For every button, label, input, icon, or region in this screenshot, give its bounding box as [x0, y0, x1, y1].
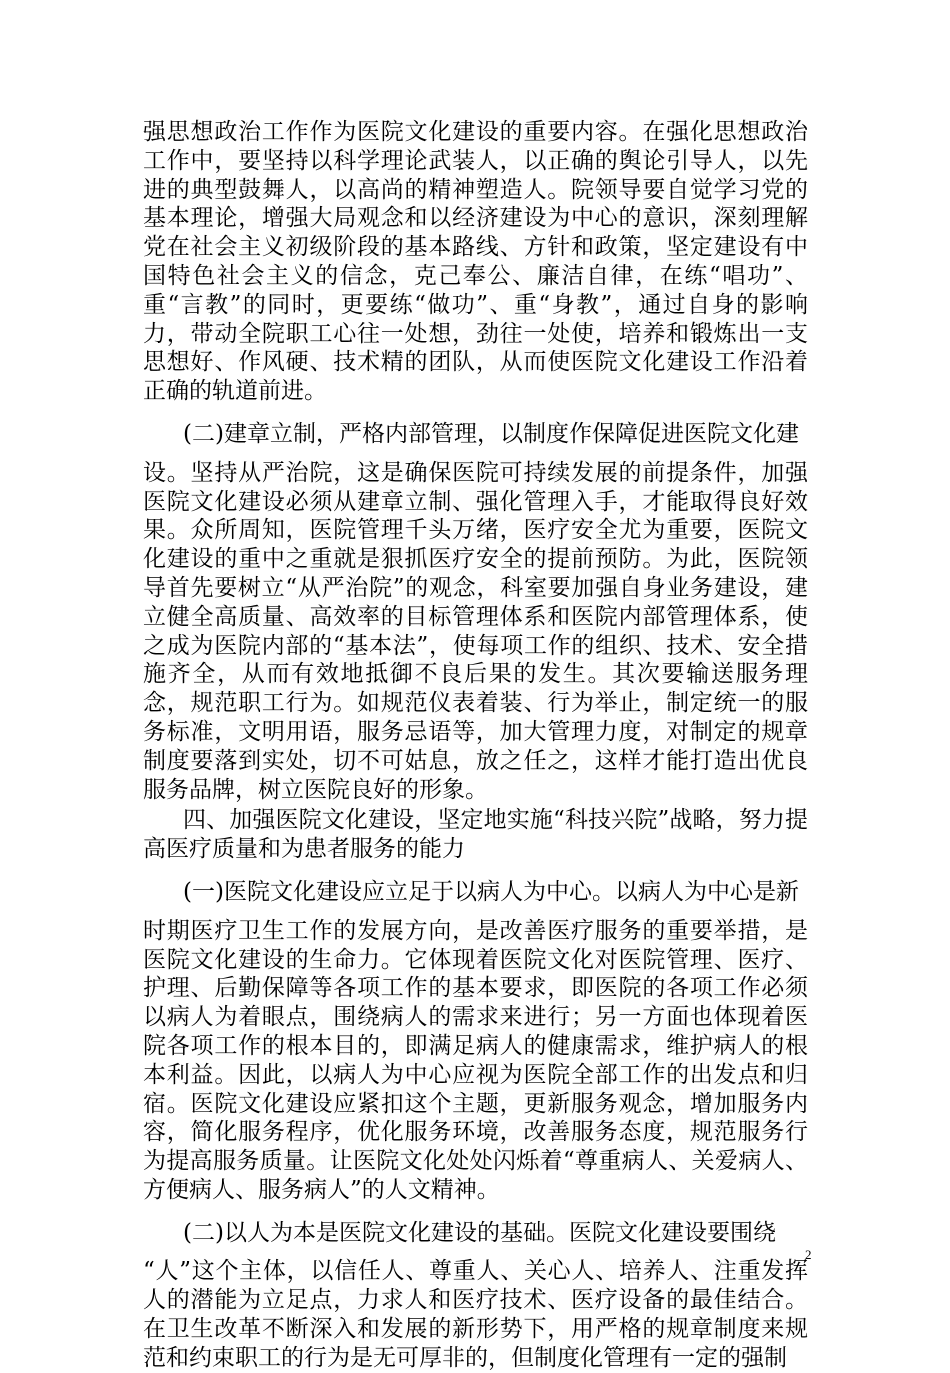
paragraph-patient-centered: 时期医疗卫生工作的发展方向，是改善医疗服务的重要举措，是医院文化建设的生命力。它体现着医院文化对医院管理、医疗、护理、后勤保障等各项工作的基本要求，即医院的各项工作必须以病人为着眼点，围绕病人的需求来进行；另一方面也体现着医院各项工作的根本目的，即满足病人的健康需求，维护病人的根本利益。因此，以病人为中心应视为医院全部工作的出发点和归宿。医院文化建设应紧扣这个主题，更新服务观念，增加服务内容，简化服务程序，优化服务环境，改善服务态度，规范服务行为提高服务质量。让医院文化处处闪烁着“尊重病人、关爱病人、方便病人、服务病人”的人文精神。: [143, 917, 808, 1203]
paragraph-strict-management: 设。坚持从严治院，这是确保医院可持续发展的前提条件，加强医院文化建设必须从建章立制、强化管理入手，才能取得良好效果。众所周知，医院管理千头万绪，医疗安全尤为重要，医院文化建设的重中之重就是狠抓医疗安全的提前预防。为此，医院领导首先要树立“从严治院”的观念，科室要加强自身业务建设，建立健全高质量、高效率的目标管理体系和医院内部管理体系，使之成为医院内部的“基本法”，使每项工作的组织、技术、安全措施齐全，从而有效地抵御不良后果的发生。其次要输送服务理念，规范职工行为。如规范仪表着装、行为举止，制定统一的服务标准，文明用语，服务忌语等，加大管理力度，对制定的规章制度要落到实处，切不可姑息，放之任之，这样才能打造出优良服务品牌，树立医院良好的形象。: [143, 459, 808, 803]
document-body: [143, 118, 808, 1373]
subheading-patient-centered: (一)医院文化建设应立足于以病人为中心。以病人为中心是新: [183, 878, 799, 905]
page-number: 2: [805, 1247, 812, 1262]
subheading-regulations: (二)建章立制，严格内部管理，以制度作保障促进医院文化建: [183, 420, 799, 447]
paragraph-people-oriented: “人”这个主体，以信任人、尊重人、关心人、培养人、注重发挥人的潜能为立足点，力求人和医疗技术、医疗设备的最佳结合。在卫生改革不断深入和发展的新形势下，用严格的规章制度来规范和约束职工的行为是无可厚非的，但制度化管理有一定的强制: [143, 1258, 808, 1371]
paragraph-political-work: 强思想政治工作作为医院文化建设的重要内容。在强化思想政治工作中，要坚持以科学理论武装人，以正确的舆论引导人，以先进的典型鼓舞人，以高尚的精神塑造人。院领导要自觉学习党的基本理论，增强大局观念和以经济建设为中心的意识，深刻理解党在社会主义初级阶段的基本路线、方针和政策，坚定建设有中国特色社会主义的信念，克己奉公、廉洁自律，在练“唱功”、重“言教”的同时，更要练“做功”、重“身教”，通过自身的影响力，带动全院职工心往一处想，劲往一处使，培养和锻炼出一支思想好、作风硬、技术精的团队，从而使医院文化建设工作沿着正确的轨道前进。: [143, 119, 808, 405]
section-heading-four: 四、加强医院文化建设，坚定地实施“科技兴院”战略，努力提高医疗质量和为患者服务的能力: [143, 807, 808, 863]
subheading-people-oriented: (二)以人为本是医院文化建设的基础。医院文化建设要围绕: [183, 1219, 776, 1246]
